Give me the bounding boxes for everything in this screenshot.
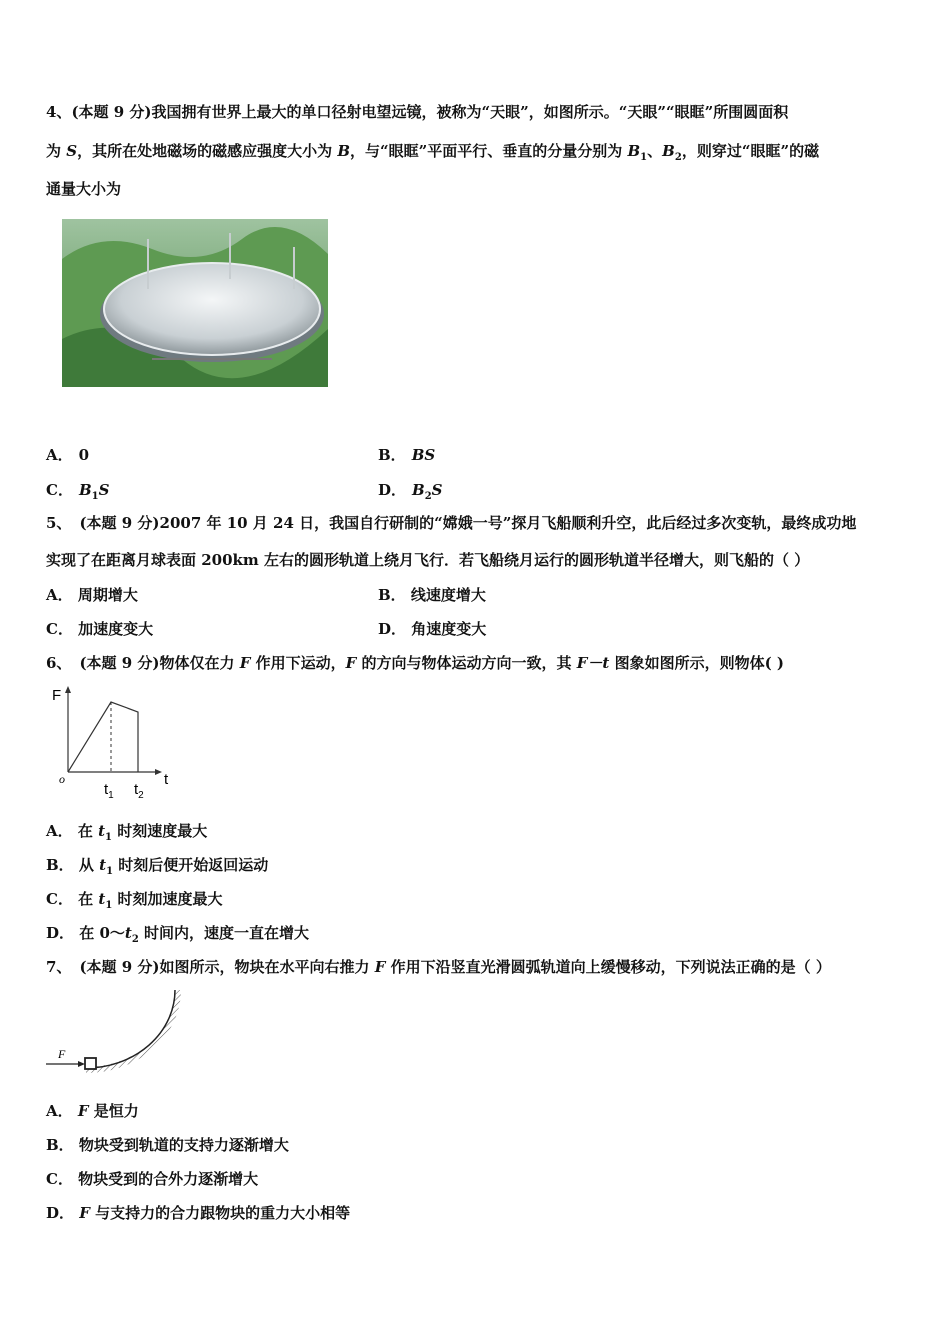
t1-label: $t_1$ [104,781,114,801]
q7-option-a-F: F [77,1102,89,1120]
q4-option-d[interactable] [378,479,443,502]
q5-line-1 [46,512,856,533]
q6-stem-a: 物体仅在力 [159,654,240,672]
origin-label: o [59,772,65,786]
arc-track [86,990,175,1068]
q5-stem-2: 实现了在距离月球表面 200km 左右的圆形轨道上绕月飞行．若飞船绕月运行的圆形轨道半径增大，则飞船的（ ） [46,551,810,569]
q7-arc-track-figure [42,986,192,1076]
q7-option-a[interactable] [46,1100,139,1121]
q7-stem-a: 如图所示，物块在水平向右推力 [159,958,375,976]
q7-number: 7、 [46,958,72,976]
q4-stem-2c: ，与“眼眶”平面平行、垂直的分量分别为 [350,142,628,160]
q6-option-b-t: t [99,856,107,874]
q4-number: 4、 [46,103,72,121]
q6-var-Ft: F－t [576,654,610,672]
q4-stem-3: 通量大小为 [46,180,122,198]
q6-option-a-sub: 1 [105,832,112,843]
q4-var-S: S [66,142,78,160]
q4-line-1 [46,101,788,122]
q5-tag: (本题 9 分) [79,514,160,532]
force-arrow-head [78,1061,85,1067]
q7-option-d[interactable] [46,1202,350,1223]
q6-option-a-text1: A． 在 [46,822,99,840]
q4-line-3 [46,178,121,199]
q6-option-b[interactable] [46,854,268,877]
q4-option-c-label: C． [46,481,73,499]
q7-option-a-text2: 是恒力 [88,1102,139,1120]
q4-option-c-sub: 1 [91,491,99,502]
q6-option-a-text2: 时刻速度最大 [112,822,208,840]
q5-number: 5、 [46,514,72,532]
q4-option-c-B: B [78,481,92,499]
q4-stem-1: 我国拥有世界上最大的单口径射电望远镜，被称为“天眼”，如图所示。“天眼”“眼眶”所围圆面积 [151,103,789,121]
q4-option-d-sub: 2 [424,491,432,502]
q6-option-a-t: t [98,822,106,840]
q7-option-d-text1: D． [46,1204,80,1222]
q6-option-d-sub: 2 [131,934,139,945]
q6-stem-b: 作用下运动， [250,654,346,672]
q4-option-a-label: A． [46,446,73,464]
q6-option-c-text2: 时刻加速度最大 [112,890,223,908]
q7-line-1 [46,956,831,977]
q4-sep: 、 [647,142,663,160]
q4-var-B2: B [662,142,675,160]
x-axis-label: t [164,771,169,788]
q6-option-c-sub: 1 [105,900,113,911]
q4-option-b-text: BS [411,446,436,464]
q4-option-c[interactable] [46,479,109,502]
q6-number: 6、 [46,654,72,672]
q6-option-c[interactable] [46,888,223,911]
y-axis-label: F [52,687,62,704]
force-label: F [58,1047,66,1061]
t2-label: $t_2$ [134,781,144,801]
q5-stem-1: 2007 年 10 月 24 日，我国自行研制的“嫦娥一号”探月飞船顺利升空，此后经过多次变轨，最终成功地 [159,514,857,532]
q5-option-c[interactable]: C． 加速度变大 [46,620,154,638]
q7-tag: (本题 9 分) [79,958,160,976]
q6-stem-c: 的方向与物体运动方向一致，其 [356,654,577,672]
q6-option-d-t: t [124,924,132,942]
q6-option-c-text1: C． 在 [46,890,99,908]
q7-option-c[interactable]: C． 物块受到的合外力逐渐增大 [46,1170,259,1188]
q7-option-a-text1: A． [46,1102,78,1120]
q7-var-F: F [374,958,386,976]
q6-tag: (本题 9 分) [79,654,160,672]
q6-option-b-text2: 时刻后便开始返回运动 [113,856,269,874]
y-axis-arrow [65,686,71,693]
q6-option-a[interactable] [46,820,207,843]
q4-option-d-B: B [412,481,425,499]
q4-option-b[interactable] [378,444,435,465]
q5-option-a[interactable]: A． 周期增大 [46,586,138,604]
q4-option-d-label: D． [378,481,407,499]
q6-option-c-t: t [98,890,106,908]
q4-var-B1: B [627,142,641,160]
q4-option-b-label: B． [378,446,406,464]
q4-var-B: B [337,142,350,160]
q4-line-2 [46,140,819,163]
q5-line-2 [46,549,809,570]
q7-option-d-text2: 与支持力的合力跟物块的重力大小相等 [89,1204,351,1222]
q4-tag: (本题 9 分) [71,103,152,121]
block [85,1058,96,1069]
x-axis-arrow [155,769,162,775]
q6-option-b-sub: 1 [106,866,114,877]
q4-stem-2b: ，其所在处地磁场的磁感应强度大小为 [77,142,338,160]
q4-sub-2: 2 [674,152,682,163]
q6-option-d-text2: 时间内，速度一直在增大 [138,924,310,942]
q5-option-d[interactable]: D． 角速度变大 [378,620,487,638]
q4-option-d-S: S [431,481,443,499]
q6-var-F2: F [345,654,357,672]
fast-telescope-photo [62,219,328,387]
q4-stem-2d: ，则穿过“眼眶”的磁 [681,142,820,160]
q7-option-d-F: F [79,1204,90,1222]
ft-curve [68,702,138,772]
q6-option-b-text1: B． 从 [46,856,100,874]
q6-option-d[interactable] [46,922,309,945]
q7-option-b[interactable]: B． 物块受到轨道的支持力逐渐增大 [46,1136,289,1154]
q4-option-c-S: S [98,481,110,499]
q6-var-F1: F [239,654,251,672]
track-hatch [86,990,178,1070]
q6-line-1 [46,652,784,673]
q6-ft-graph [50,684,180,804]
q5-option-b[interactable]: B． 线速度增大 [378,586,486,604]
q4-option-a-text: 0 [78,446,90,464]
q6-stem-d: 图象如图所示，则物体( ) [609,654,784,672]
q4-sub-1: 1 [640,152,648,163]
q6-option-d-text1: D． 在 0～ [46,924,125,942]
q4-stem-2a: 为 [46,142,67,160]
q7-stem-b: 作用下沿竖直光滑圆弧轨道向上缓慢移动，下列说法正确的是（ ） [385,958,831,976]
q4-option-a[interactable] [46,444,89,465]
